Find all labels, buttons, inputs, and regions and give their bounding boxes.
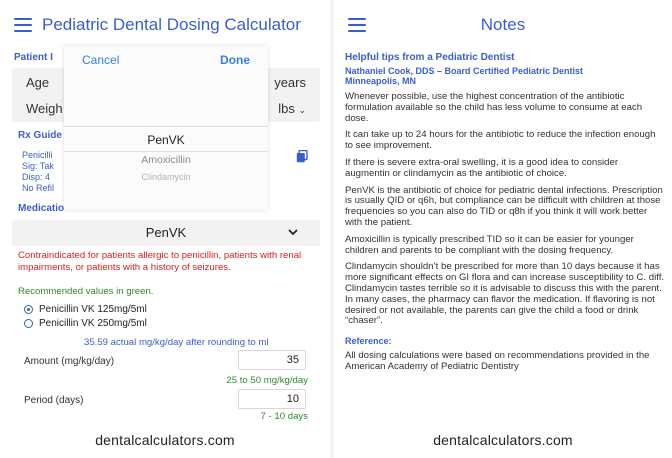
app-title: Pediatric Dental Dosing Calculator xyxy=(42,15,301,34)
patient-info-label: Patient I xyxy=(14,52,53,63)
menu-icon[interactable] xyxy=(14,18,32,32)
author-location: Minneapolis, MN xyxy=(345,76,417,86)
calculator-header xyxy=(0,0,330,50)
note-paragraph: Whenever possible, use the highest concentration of the antibiotic formulation available so the child has less volume to consume at each dose. xyxy=(345,91,643,124)
period-range: 7 - 10 days xyxy=(260,411,308,422)
rounding-note: 35.59 actual mg/kg/day after rounding to ml xyxy=(84,337,269,348)
picker-selection-line xyxy=(64,126,268,127)
picker-item[interactable]: Amoxicillin xyxy=(141,154,191,166)
amount-label: Amount (mg/kg/day) xyxy=(24,356,115,367)
rx-guide-line: Sig: Tak xyxy=(22,161,54,171)
reference-text: All dosing calculations were based on recommendations provided in the American Academy of Pediatric Dentistry xyxy=(345,350,650,372)
notes-heading: Helpful tips from a Pediatric Dentist xyxy=(345,52,515,63)
age-label: Age xyxy=(26,75,50,90)
weight-unit-value: lbs xyxy=(278,101,295,116)
author-credentials: Nathaniel Cook, DDS – Board Certified Pediatric Dentist xyxy=(345,66,584,76)
rx-guide-label: Rx Guide xyxy=(18,130,62,141)
note-paragraph: If there is severe extra-oral swelling, it is a good idea to consider augmentin or clindamycin as the antibiotic of choice. xyxy=(345,156,619,179)
picker-done-button[interactable]: Done xyxy=(220,53,250,67)
chevron-down-icon: ⌄ xyxy=(298,105,306,115)
medication-picker[interactable] xyxy=(64,46,268,210)
calculator-screen xyxy=(0,0,330,458)
notes-content xyxy=(345,52,665,373)
period-label: Period (days) xyxy=(24,395,84,406)
rx-guide-line: Penicilli xyxy=(22,150,53,160)
chevron-down-icon xyxy=(288,227,298,237)
medication-select[interactable] xyxy=(12,220,320,246)
contraindication-warning: Contraindicated for patients allergic to penicillin, patients with renal impairments, or patients with a history of seizures. xyxy=(18,250,302,273)
notes-header xyxy=(334,0,672,50)
notes-title: Notes xyxy=(480,15,526,34)
picker-item[interactable]: PenVK xyxy=(147,133,185,147)
weight-unit-select[interactable] xyxy=(278,101,306,116)
picker-selection-line xyxy=(64,151,268,152)
note-paragraph: PenVK is the antibiotic of choice for pediatric dental infections. Prescription is usually QID or q6h, but compliance can be difficult with children at those frequencies so you can also do TID or q8h if you think it will work better with the patient. xyxy=(345,184,663,228)
recommended-note: Recommended values in green. xyxy=(18,286,154,297)
radio-selected-icon[interactable] xyxy=(24,305,33,314)
notes-screen xyxy=(334,0,672,458)
rx-guide-line: Disp: 4 xyxy=(22,172,51,182)
note-paragraph: Amoxicillin is typically prescribed TID so it can be easier for younger children and parents to be compliant with the dosing frequency. xyxy=(345,233,634,256)
reference-label: Reference: xyxy=(345,336,392,347)
period-input[interactable]: 10 xyxy=(238,389,306,409)
footer-url[interactable]: dentalcalculators.com xyxy=(95,432,235,448)
amount-input[interactable]: 35 xyxy=(238,350,306,370)
radio-unselected-icon[interactable] xyxy=(24,319,33,328)
note-paragraph: Clindamycin shouldn’t be prescribed for more than 10 days because it has more significant effects on GI flora and can increase susceptibility to C. diff. Clindamycin tastes terrible so it is advisable to discuss this with the parent. In many cases, the pharmacy can flavor the medication. If flavoring is not desired or not available, the parents can give the child a food or drink “chaser”. xyxy=(345,261,665,327)
medication-label: Medicatio xyxy=(18,203,65,214)
medication-value: PenVK xyxy=(145,225,187,240)
picker-cancel-button[interactable]: Cancel xyxy=(82,53,120,67)
picker-item[interactable]: Clindamycin xyxy=(141,172,191,182)
rx-guide-text xyxy=(22,150,54,194)
footer-url[interactable]: dentalcalculators.com xyxy=(334,430,672,448)
note-paragraph: It can take up to 24 hours for the antibiotic to reduce the infection enough to see improvement. xyxy=(345,129,656,152)
age-unit: years xyxy=(274,75,306,90)
rx-guide-line: No Refil xyxy=(22,183,55,193)
option-label: Penicillin VK 125mg/5ml xyxy=(39,304,147,315)
copy-icon[interactable] xyxy=(296,150,308,163)
weight-label: Weigh xyxy=(26,101,63,116)
amount-range: 25 to 50 mg/kg/day xyxy=(226,375,308,386)
option-label: Penicillin VK 250mg/5ml xyxy=(39,318,147,329)
formulation-option-125[interactable] xyxy=(24,304,147,315)
formulation-option-250[interactable] xyxy=(24,318,147,329)
